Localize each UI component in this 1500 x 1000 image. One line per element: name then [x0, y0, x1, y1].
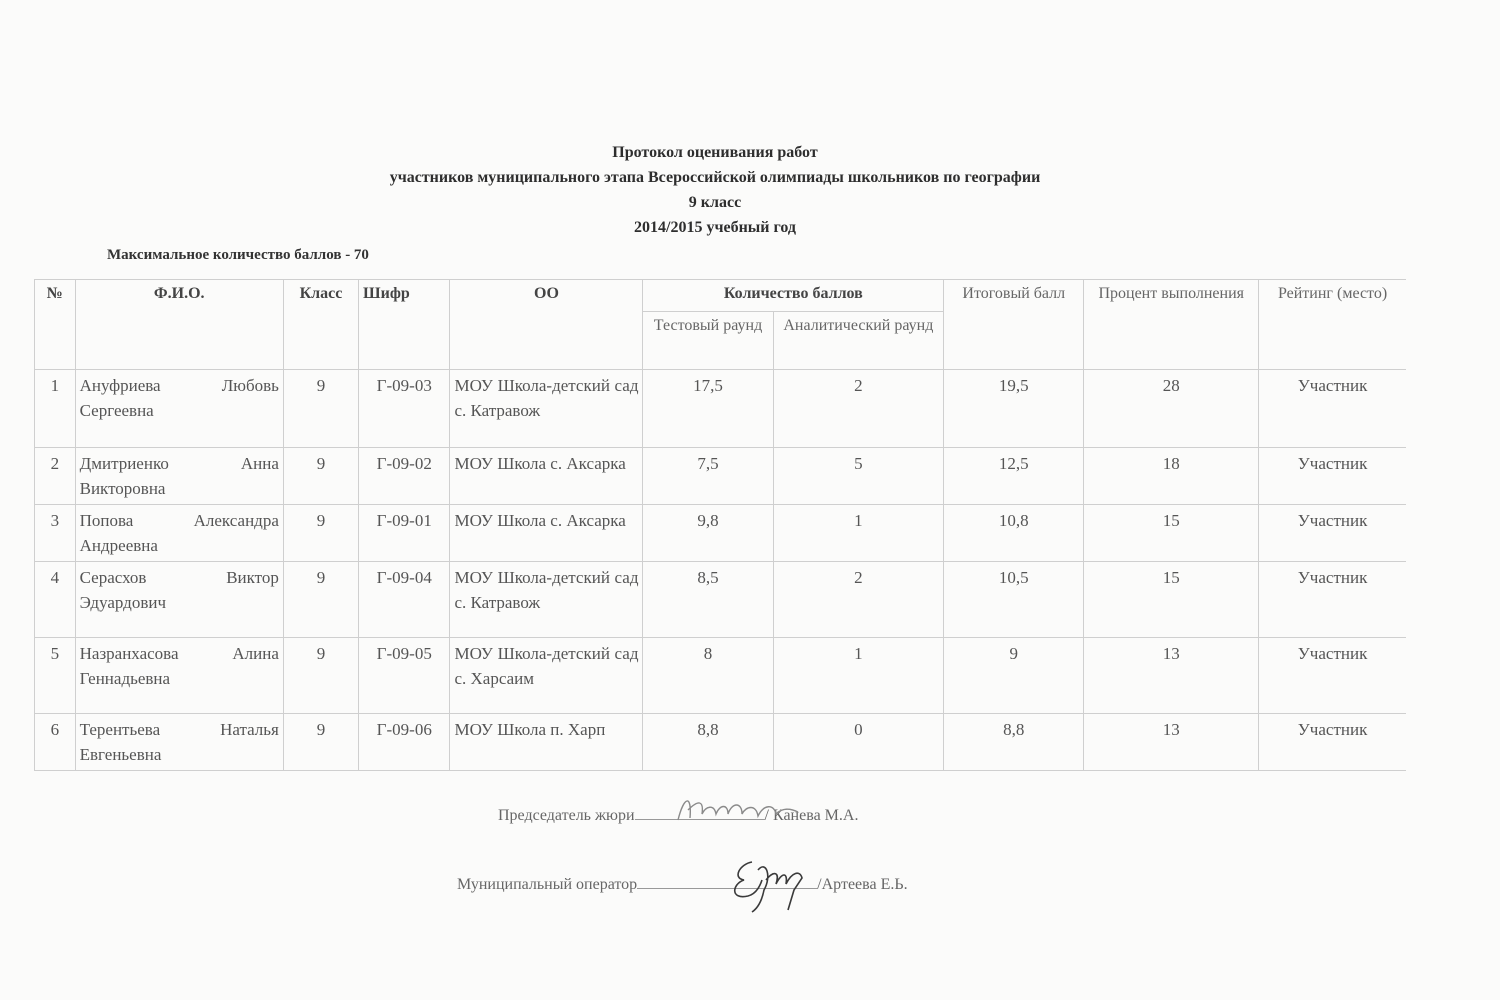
row-percent: 28: [1084, 370, 1259, 448]
row-test: 7,5: [643, 448, 773, 505]
protocol-title: Протокол оценивания работ: [612, 144, 818, 161]
row-fio: Попова Александра Андреевна: [75, 505, 283, 562]
header-fio: Ф.И.О.: [75, 280, 283, 370]
results-table: [34, 279, 1406, 771]
table-row: [35, 638, 1407, 714]
row-fio: Серасхов Виктор Эдуардович: [75, 562, 283, 638]
row-rank: Участник: [1259, 505, 1406, 562]
row-analytic: 1: [773, 505, 944, 562]
municipal-operator-signature-line: [457, 874, 908, 894]
row-rank: Участник: [1259, 638, 1406, 714]
row-num: 2: [35, 448, 76, 505]
row-class: 9: [283, 562, 358, 638]
table-row: [35, 448, 1407, 505]
grade-label: 9 класс: [688, 194, 742, 211]
row-class: 9: [283, 714, 358, 771]
header-class: Класс: [283, 280, 358, 370]
row-rank: Участник: [1259, 714, 1406, 771]
row-oo: МОУ Школа п. Харп: [450, 714, 643, 771]
row-percent: 18: [1084, 448, 1259, 505]
row-rank: Участник: [1259, 562, 1406, 638]
row-code: Г-09-02: [359, 448, 450, 505]
row-test: 8,5: [643, 562, 773, 638]
row-total: 19,5: [944, 370, 1084, 448]
row-code: Г-09-03: [359, 370, 450, 448]
max-score: Максимальное количество баллов - 70: [107, 247, 369, 263]
row-class: 9: [283, 370, 358, 448]
row-total: 10,8: [944, 505, 1084, 562]
header-total: Итоговый балл: [944, 280, 1084, 370]
row-class: 9: [283, 448, 358, 505]
row-code: Г-09-05: [359, 638, 450, 714]
row-analytic: 5: [773, 448, 944, 505]
header-oo: ОО: [450, 280, 643, 370]
row-num: 4: [35, 562, 76, 638]
header-test: Тестовый раунд: [643, 312, 773, 370]
header-points: Количество баллов: [643, 280, 944, 312]
row-fio: Назранхасова Алина Геннадьевна: [75, 638, 283, 714]
header-code: Шифр: [359, 280, 450, 370]
row-num: 6: [35, 714, 76, 771]
row-analytic: 2: [773, 370, 944, 448]
row-code: Г-09-01: [359, 505, 450, 562]
table-row: [35, 562, 1407, 638]
row-num: 5: [35, 638, 76, 714]
row-code: Г-09-06: [359, 714, 450, 771]
row-oo: МОУ Школа-детский сад с. Катравож: [450, 370, 643, 448]
row-test: 17,5: [643, 370, 773, 448]
row-total: 12,5: [944, 448, 1084, 505]
table-row: [35, 370, 1407, 448]
jury-chair-signature-image: [670, 790, 820, 830]
row-percent: 15: [1084, 562, 1259, 638]
table-row: [35, 714, 1407, 771]
row-code: Г-09-04: [359, 562, 450, 638]
header-analytic: Аналитический раунд: [773, 312, 944, 370]
row-test: 9,8: [643, 505, 773, 562]
table-row: [35, 505, 1407, 562]
row-oo: МОУ Школа-детский сад с. Харсаим: [450, 638, 643, 714]
row-oo: МОУ Школа с. Аксарка: [450, 448, 643, 505]
row-rank: Участник: [1259, 370, 1406, 448]
row-analytic: 0: [773, 714, 944, 771]
row-rank: Участник: [1259, 448, 1406, 505]
row-analytic: 1: [773, 638, 944, 714]
row-percent: 15: [1084, 505, 1259, 562]
row-num: 1: [35, 370, 76, 448]
protocol-subtitle: участников муниципального этапа Всероссийской олимпиады школьников по географии: [389, 169, 1041, 186]
row-oo: МОУ Школа с. Аксарка: [450, 505, 643, 562]
header-rank: Рейтинг (место): [1259, 280, 1406, 370]
row-class: 9: [283, 505, 358, 562]
jury-chair-label: Председатель жюри: [498, 807, 635, 824]
row-test: 8: [643, 638, 773, 714]
row-total: 9: [944, 638, 1084, 714]
row-fio: Терентьева Наталья Евгеньевна: [75, 714, 283, 771]
row-num: 3: [35, 505, 76, 562]
row-fio: Дмитриенко Анна Викторовна: [75, 448, 283, 505]
school-year: 2014/2015 учебный год: [634, 219, 796, 236]
row-oo: МОУ Школа-детский сад с. Катравож: [450, 562, 643, 638]
row-fio: Ануфриева Любовь Сергеевна: [75, 370, 283, 448]
row-percent: 13: [1084, 638, 1259, 714]
row-total: 10,5: [944, 562, 1084, 638]
operator-signature-image: [722, 850, 812, 915]
row-total: 8,8: [944, 714, 1084, 771]
operator-name: /Артеева Е.Ь.: [817, 876, 908, 893]
operator-label: Муниципальный оператор: [457, 876, 638, 893]
row-class: 9: [283, 638, 358, 714]
row-analytic: 2: [773, 562, 944, 638]
row-percent: 13: [1084, 714, 1259, 771]
header-percent: Процент выполнения: [1084, 280, 1259, 370]
row-test: 8,8: [643, 714, 773, 771]
header-num: №: [35, 280, 76, 370]
jury-chair-name: / Канева М.А.: [764, 807, 859, 824]
